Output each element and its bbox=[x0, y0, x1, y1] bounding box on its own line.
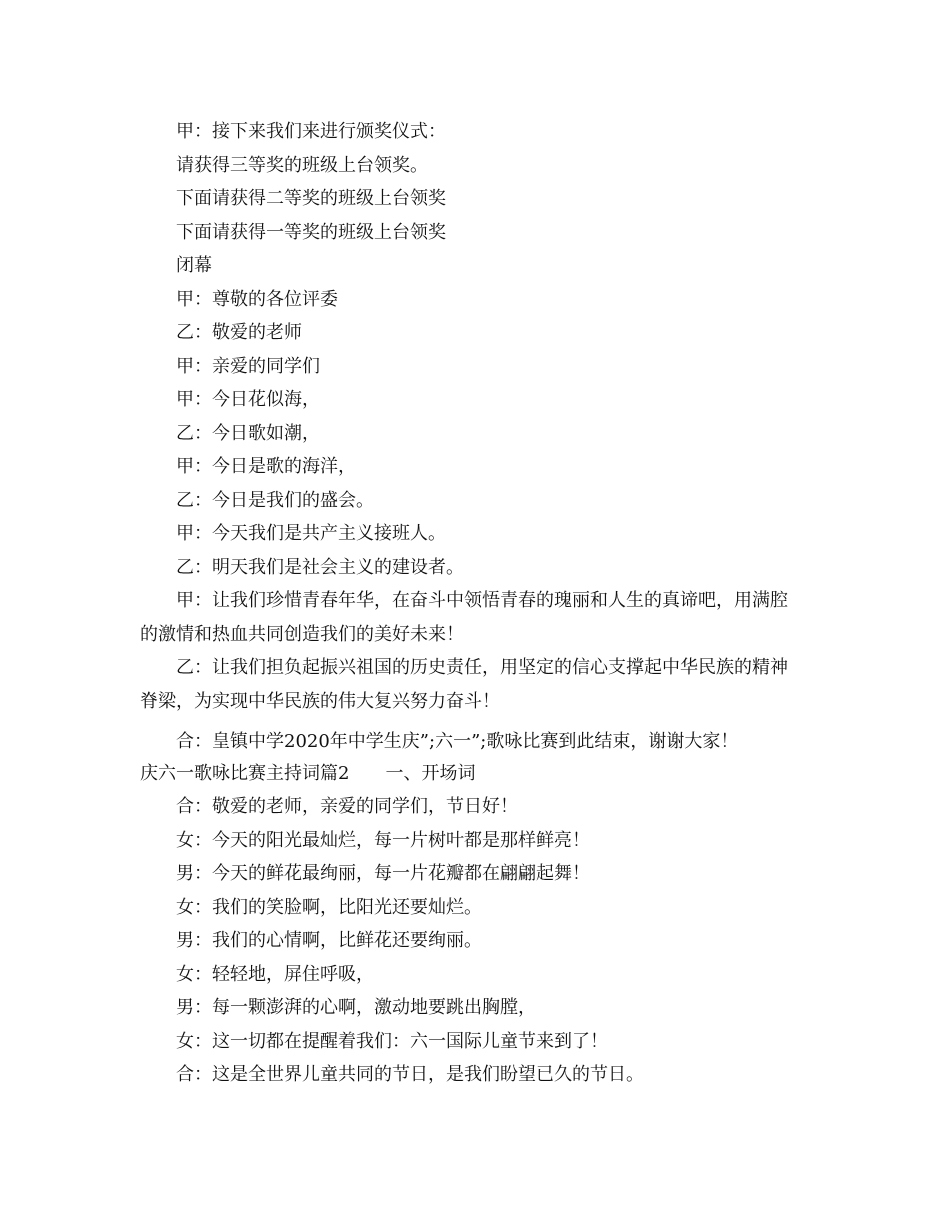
paragraph-line: 下面请获得二等奖的班级上台领奖 bbox=[176, 188, 446, 209]
paragraph-line: 女：我们的笑脸啊，比阳光还要灿烂。 bbox=[176, 897, 482, 918]
paragraph-line: 女：轻轻地，屏住呼吸， bbox=[176, 964, 374, 985]
paragraph-line: 甲：尊敬的各位评委 bbox=[176, 289, 338, 310]
paragraph-line: 甲：今日花似海， bbox=[176, 389, 320, 410]
paragraph-line: 脊梁，为实现中华民族的伟大复兴努力奋斗！ bbox=[140, 691, 500, 712]
paragraph-line: 男：我们的心情啊，比鲜花还要绚丽。 bbox=[176, 930, 482, 951]
paragraph-line: 乙：明天我们是社会主义的建设者。 bbox=[176, 557, 464, 578]
paragraph-line: 乙：今日是我们的盛会。 bbox=[176, 490, 374, 511]
paragraph-line: 甲：今日是歌的海洋， bbox=[176, 456, 356, 477]
paragraph-line: 合：敬爱的老师，亲爱的同学们，节日好！ bbox=[176, 796, 518, 817]
paragraph-line: 甲：亲爱的同学们 bbox=[176, 356, 320, 377]
section-heading: 闭幕 bbox=[176, 255, 212, 276]
paragraph-line: 的激情和热血共同创造我们的美好未来！ bbox=[140, 624, 464, 645]
paragraph-line: 合：这是全世界儿童共同的节日，是我们盼望已久的节日。 bbox=[176, 1064, 644, 1085]
paragraph-line: 下面请获得一等奖的班级上台领奖 bbox=[176, 222, 446, 243]
paragraph-line: 合：皇镇中学2020年中学生庆”;六一”;歌咏比赛到此结束，谢谢大家！ bbox=[176, 731, 739, 752]
paragraph-line: 男：每一颗澎湃的心啊，激动地要跳出胸膛， bbox=[176, 997, 536, 1018]
section-heading: 庆六一歌咏比赛主持词篇2 一、开场词 bbox=[140, 763, 476, 784]
paragraph-line: 甲：让我们珍惜青春年华，在奋斗中领悟青春的瑰丽和人生的真谛吧，用满腔 bbox=[176, 590, 788, 611]
paragraph-line: 男：今天的鲜花最绚丽，每一片花瓣都在翩翩起舞！ bbox=[176, 863, 590, 884]
paragraph-line: 甲：今天我们是共产主义接班人。 bbox=[176, 523, 446, 544]
paragraph-line: 乙：今日歌如潮， bbox=[176, 423, 320, 444]
paragraph-line: 乙：敬爱的老师 bbox=[176, 322, 302, 343]
paragraph-line: 请获得三等奖的班级上台领奖。 bbox=[176, 155, 428, 176]
paragraph-line: 女：这一切都在提醒着我们：六一国际儿童节来到了！ bbox=[176, 1031, 608, 1052]
paragraph-line: 女：今天的阳光最灿烂，每一片树叶都是那样鲜亮！ bbox=[176, 830, 590, 851]
paragraph-line: 乙：让我们担负起振兴祖国的历史责任，用坚定的信心支撑起中华民族的精神 bbox=[176, 657, 788, 678]
paragraph-line: 甲：接下来我们来进行颁奖仪式： bbox=[176, 121, 446, 142]
